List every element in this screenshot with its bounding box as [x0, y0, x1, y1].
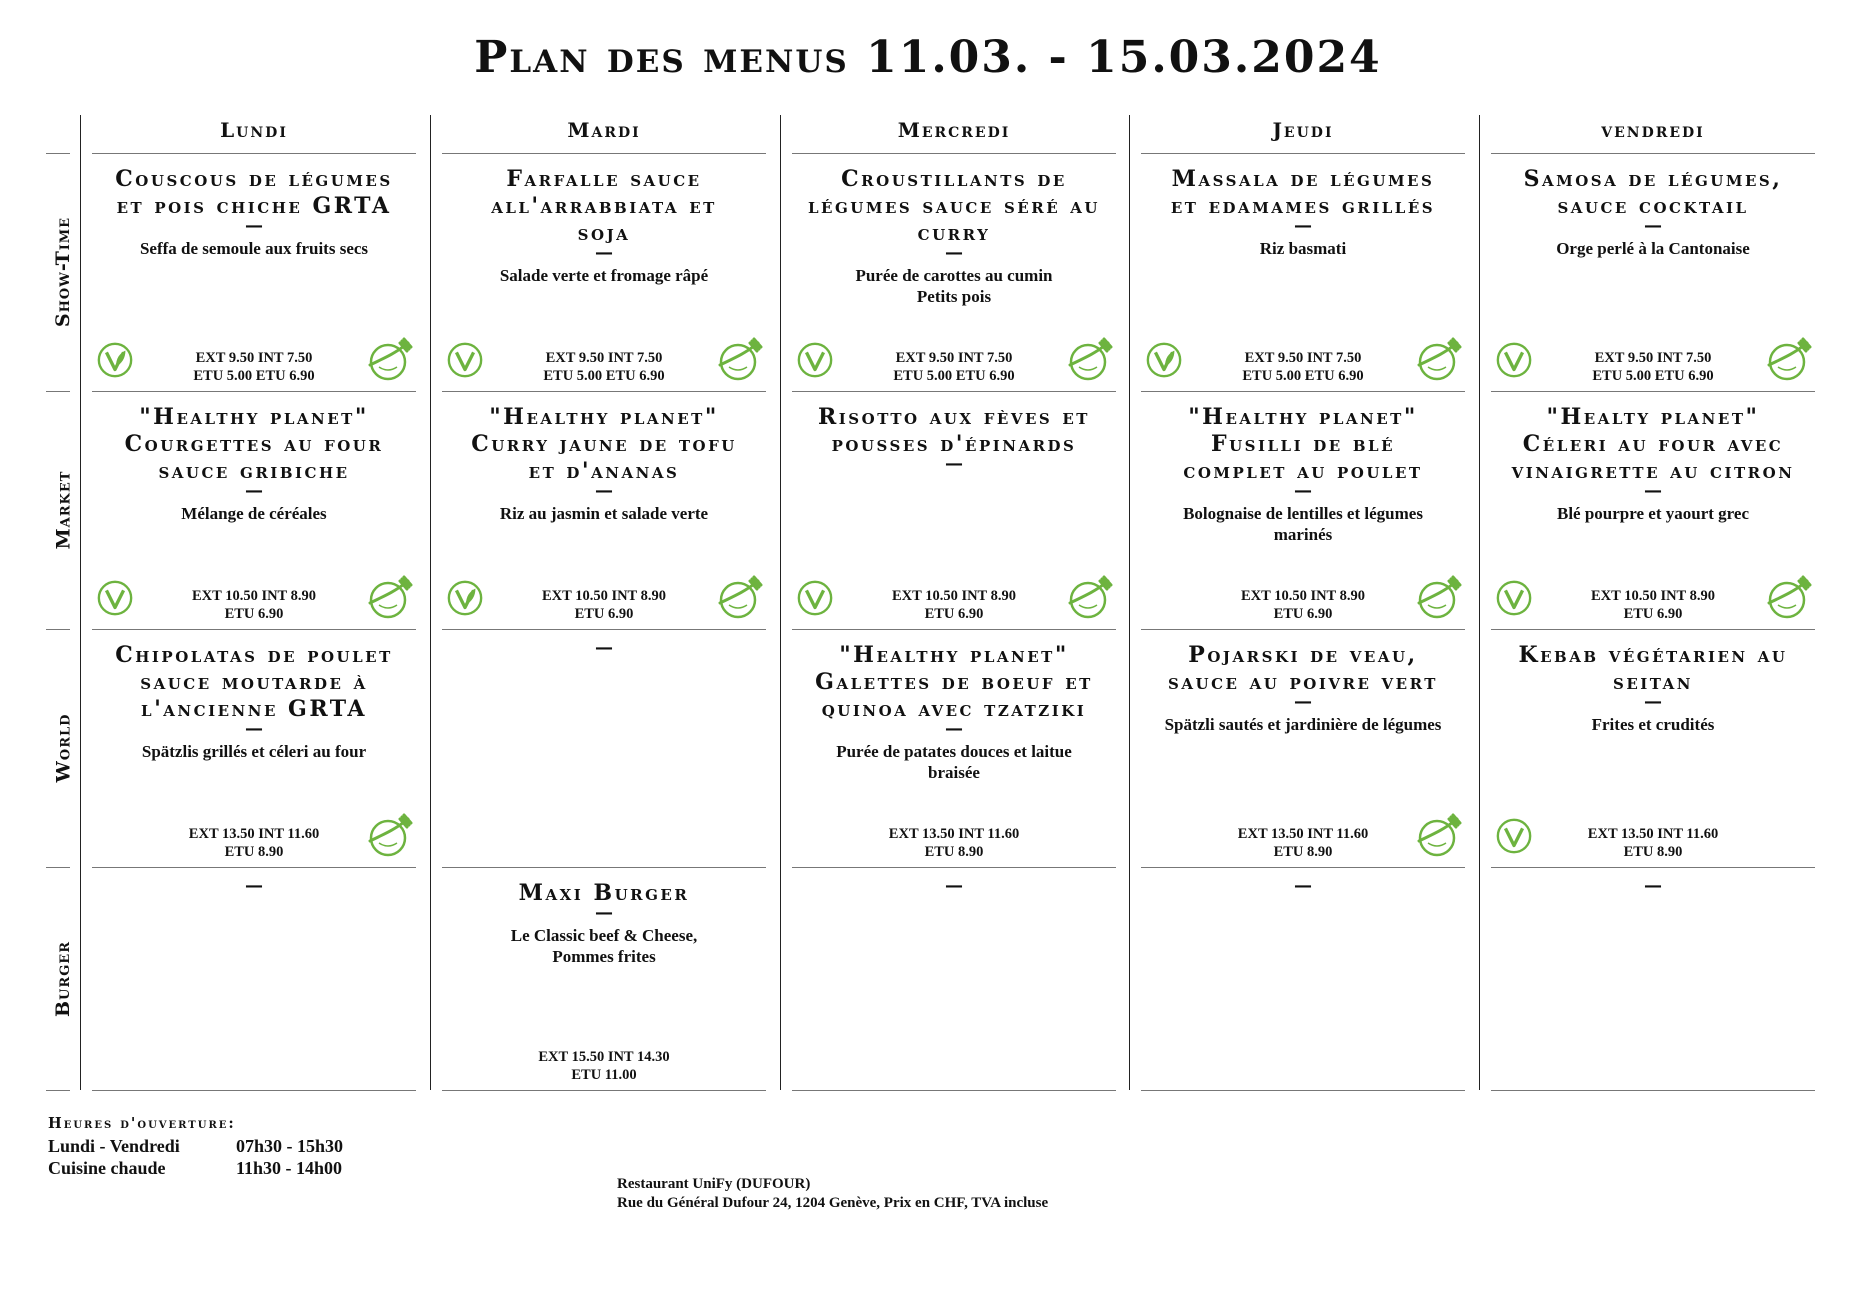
price-line: ETU 5.00 ETU 6.90: [193, 368, 315, 384]
dish-name: [1491, 154, 1815, 220]
menu-cell: [92, 392, 416, 630]
fourchette-verte-icon: [714, 337, 764, 383]
side-dish: [442, 265, 766, 286]
vegetarian-v-icon: [446, 341, 484, 379]
dash-separator: —: [595, 902, 613, 923]
side-line: Salade verte et fromage râpé: [499, 266, 709, 285]
dish-name: [1491, 392, 1815, 485]
menu-cell: [92, 630, 416, 868]
menu-cell: [792, 154, 1116, 392]
menu-cell: [1141, 392, 1465, 630]
dish-line: quinoa avec tzatziki: [821, 696, 1087, 722]
dish-line: "Healthy planet": [839, 642, 1069, 668]
hours-title: Heures d'ouverture:: [48, 1115, 236, 1132]
price-line: EXT 13.50 INT 11.60: [888, 826, 1020, 842]
vegetarian-v-icon: [1495, 579, 1533, 617]
day-header: Mercredi: [792, 115, 1116, 154]
dish-line: sauce cocktail: [1557, 193, 1749, 219]
dash-separator: —: [945, 242, 963, 263]
row-label-text: Market: [52, 470, 74, 550]
dish-line: Chipolatas de poulet: [115, 642, 393, 668]
side-line: Riz au jasmin et salade verte: [499, 504, 709, 523]
price-block: [1491, 825, 1815, 861]
dash-separator: —: [245, 718, 263, 739]
menu-cell: [1141, 868, 1465, 1091]
side-line: Frites et crudités: [1591, 715, 1715, 734]
dish-line: seitan: [1613, 669, 1693, 695]
menu-grid: [46, 115, 1820, 1090]
row-label: [46, 391, 80, 629]
dash-separator: —: [945, 453, 963, 474]
dish-line: vinaigrette au citron: [1511, 458, 1795, 484]
dash-separator: —: [1644, 215, 1662, 236]
menu-cell: [442, 630, 766, 868]
menu-cell: [792, 392, 1116, 630]
fourchette-verte-icon: [1413, 813, 1463, 859]
dish-line: sauce moutarde à: [140, 669, 368, 695]
dish-line: soja: [577, 220, 631, 246]
side-dish: [1491, 714, 1815, 735]
dash-separator: —: [1644, 875, 1662, 896]
dash-separator: —: [245, 875, 263, 896]
dish-line: et edamames grillés: [1170, 193, 1436, 219]
side-dish: [1141, 503, 1465, 545]
dish-line: et d'ananas: [528, 458, 680, 484]
dish-line: Risotto aux fèves et: [818, 404, 1090, 430]
price-line: ETU 6.90: [1273, 606, 1333, 622]
dish-line: Croustillants de: [841, 166, 1067, 192]
dish-name: [442, 154, 766, 247]
side-line: Spätzlis grillés et céleri au four: [141, 742, 367, 761]
price-line: ETU 8.90: [924, 844, 984, 860]
menu-cell: [1491, 154, 1815, 392]
column-divider: [1129, 115, 1130, 1090]
side-line: Bolognaise de lentilles et légumes: [1183, 504, 1423, 523]
dish-name: [792, 630, 1116, 723]
side-dish: [442, 503, 766, 524]
dish-line: all'arrabbiata et: [491, 193, 717, 219]
menu-cell: [792, 630, 1116, 868]
side-line: Le Classic beef & Cheese,: [510, 926, 698, 945]
hours-value: 11h30 - 14h00: [236, 1158, 343, 1178]
hours-value: 07h30 - 15h30: [236, 1136, 344, 1156]
price-line: EXT 10.50 INT 8.90: [1591, 588, 1715, 604]
side-line: Blé pourpre et yaourt grec: [1557, 504, 1749, 523]
dish-line: légumes sauce séré au: [807, 193, 1101, 219]
side-line: braisée: [928, 763, 980, 782]
menu-cell: [1491, 868, 1815, 1091]
column-divider: [1479, 115, 1480, 1090]
dash-separator: —: [595, 242, 613, 263]
side-dish: [1141, 238, 1465, 259]
dish-line: curry: [917, 220, 991, 246]
day-column: [442, 115, 766, 1091]
dish-line: Farfalle sauce: [506, 166, 702, 192]
vegan-leaf-icon: [96, 341, 134, 379]
column-divider: [780, 115, 781, 1090]
dish-line: Curry jaune de tofu: [471, 431, 737, 457]
fourchette-verte-icon: [1763, 337, 1813, 383]
price-line: ETU 6.90: [1623, 606, 1683, 622]
dish-line: "Healthy planet": [489, 404, 719, 430]
price-line: EXT 15.50 INT 14.30: [538, 1049, 670, 1065]
price-line: EXT 9.50 INT 7.50: [545, 350, 663, 366]
dish-line: Galettes de boeuf et: [815, 669, 1093, 695]
dish-line: "Healthy planet": [139, 404, 369, 430]
dish-line: l'ancienne GRTA: [141, 696, 367, 722]
day-header: Mardi: [442, 115, 766, 154]
side-dish: [792, 741, 1116, 783]
side-line: Spätzli sautés et jardinière de légumes: [1164, 715, 1442, 734]
dish-line: "Healthy planet": [1188, 404, 1418, 430]
menu-cell: [792, 868, 1116, 1091]
column-divider: [430, 115, 431, 1090]
price-block: [792, 825, 1116, 861]
side-line: Seffa de semoule aux fruits secs: [139, 239, 369, 258]
menu-cell: [1491, 392, 1815, 630]
dish-name: [1491, 630, 1815, 696]
dash-separator: —: [1644, 480, 1662, 501]
fourchette-verte-icon: [1763, 575, 1813, 621]
row-label-separator: [46, 1090, 70, 1091]
dish-line: sauce au poivre vert: [1168, 669, 1438, 695]
fourchette-verte-icon: [1413, 575, 1463, 621]
price-line: EXT 9.50 INT 7.50: [1244, 350, 1362, 366]
dish-line: Samosa de légumes,: [1523, 166, 1783, 192]
vegetarian-v-icon: [1495, 341, 1533, 379]
page-title: Plan des menus 11.03. - 15.03.2024: [474, 32, 1382, 83]
vegan-leaf-icon: [1145, 341, 1183, 379]
price-line: EXT 13.50 INT 11.60: [188, 826, 320, 842]
price-line: EXT 9.50 INT 7.50: [195, 350, 313, 366]
fourchette-verte-icon: [364, 337, 414, 383]
fourchette-verte-icon: [1064, 575, 1114, 621]
menu-cell: [442, 154, 766, 392]
side-line: Pommes frites: [552, 947, 656, 966]
vegetarian-v-icon: [796, 341, 834, 379]
menu-cell: [92, 868, 416, 1091]
dash-separator: —: [245, 215, 263, 236]
price-line: ETU 5.00 ETU 6.90: [893, 368, 1015, 384]
side-dish: [92, 238, 416, 259]
side-dish: [92, 741, 416, 762]
dash-separator: —: [245, 480, 263, 501]
row-label: [46, 629, 80, 867]
vegan-leaf-icon: [446, 579, 484, 617]
price-line: ETU 6.90: [574, 606, 634, 622]
row-label-text: Show-Time: [52, 216, 74, 328]
price-line: ETU 8.90: [1273, 844, 1333, 860]
dash-separator: —: [945, 718, 963, 739]
dash-separator: —: [1294, 480, 1312, 501]
dish-line: Fusilli de blé: [1210, 431, 1396, 457]
menu-cell: [1141, 154, 1465, 392]
side-line: Orge perlé à la Cantonaise: [1556, 239, 1750, 258]
dish-line: Maxi Burger: [518, 880, 690, 906]
dash-separator: —: [595, 480, 613, 501]
price-line: EXT 9.50 INT 7.50: [895, 350, 1013, 366]
day-column: [792, 115, 1116, 1091]
hours-row-kitchen: [48, 1158, 342, 1179]
vegetarian-v-icon: [1495, 817, 1533, 855]
dish-name: [92, 392, 416, 485]
price-line: ETU 6.90: [924, 606, 984, 622]
price-line: EXT 13.50 INT 11.60: [1587, 826, 1719, 842]
price-line: EXT 10.50 INT 8.90: [892, 588, 1016, 604]
fourchette-verte-icon: [1413, 337, 1463, 383]
price-line: ETU 5.00 ETU 6.90: [1592, 368, 1714, 384]
day-header: vendredi: [1491, 115, 1815, 154]
fourchette-verte-icon: [1064, 337, 1114, 383]
side-line: Mélange de céréales: [181, 504, 327, 523]
dish-name: [442, 392, 766, 485]
dash-separator: —: [1294, 215, 1312, 236]
price-line: ETU 8.90: [224, 844, 284, 860]
side-dish: [442, 925, 766, 967]
restaurant-footer: [617, 1175, 1048, 1213]
price-line: ETU 11.00: [571, 1067, 637, 1083]
dish-name: [92, 630, 416, 723]
dash-separator: —: [1294, 875, 1312, 896]
day-header: Jeudi: [1141, 115, 1465, 154]
side-line: marinés: [1273, 525, 1333, 544]
restaurant-address: Rue du Général Dufour 24, 1204 Genève, Prix en CHF, TVA incluse: [617, 1195, 1049, 1211]
day-column: [1491, 115, 1815, 1091]
dash-separator: —: [595, 637, 613, 658]
dish-line: sauce gribiche: [158, 458, 350, 484]
price-line: EXT 9.50 INT 7.50: [1594, 350, 1712, 366]
dish-name: [92, 154, 416, 220]
price-line: ETU 6.90: [224, 606, 284, 622]
row-label-text: World: [52, 713, 75, 783]
dash-separator: —: [945, 875, 963, 896]
menu-cell: [442, 392, 766, 630]
price-block: [442, 1048, 766, 1084]
dish-name: [1141, 630, 1465, 696]
price-line: ETU 5.00 ETU 6.90: [1242, 368, 1364, 384]
day-header: Lundi: [92, 115, 416, 154]
row-label: [46, 867, 80, 1090]
row-label: [46, 153, 80, 391]
side-dish: [1491, 238, 1815, 259]
fourchette-verte-icon: [364, 813, 414, 859]
price-line: ETU 8.90: [1623, 844, 1683, 860]
hours-label: Lundi - Vendredi: [48, 1136, 180, 1156]
row-label-text: Burger: [52, 940, 75, 1017]
side-line: Purée de patates douces et laitue: [836, 742, 1072, 761]
vegetarian-v-icon: [96, 579, 134, 617]
dish-line: Pojarski de veau,: [1188, 642, 1418, 668]
side-dish: [1141, 714, 1465, 735]
side-line: Petits pois: [916, 287, 992, 306]
restaurant-name: Restaurant UniFy (DUFOUR): [617, 1176, 811, 1192]
price-line: EXT 10.50 INT 8.90: [542, 588, 666, 604]
dish-name: [1141, 154, 1465, 220]
day-column: [92, 115, 416, 1091]
price-line: EXT 10.50 INT 8.90: [1241, 588, 1365, 604]
dish-line: Courgettes au four: [124, 431, 384, 457]
column-divider: [80, 115, 81, 1090]
vegetarian-v-icon: [796, 579, 834, 617]
hours-row-weekdays: [48, 1136, 343, 1157]
dish-name: [792, 392, 1116, 458]
day-column: [1141, 115, 1465, 1091]
dash-separator: —: [1644, 691, 1662, 712]
dish-line: et pois chiche GRTA: [116, 193, 392, 219]
price-line: ETU 5.00 ETU 6.90: [543, 368, 665, 384]
price-line: EXT 10.50 INT 8.90: [192, 588, 316, 604]
side-dish: [792, 265, 1116, 307]
dish-line: Couscous de légumes: [115, 166, 393, 192]
dish-line: Céleri au four avec: [1522, 431, 1784, 457]
dish-line: pousses d'épinards: [831, 431, 1077, 457]
fourchette-verte-icon: [714, 575, 764, 621]
side-line: Purée de carottes au cumin: [855, 266, 1053, 285]
dish-name: [1141, 392, 1465, 485]
dish-line: Kebab végétarien au: [1518, 642, 1788, 668]
side-dish: [92, 503, 416, 524]
side-dish: [1491, 503, 1815, 524]
menu-cell: [442, 868, 766, 1091]
dish-line: "Healty planet": [1546, 404, 1760, 430]
side-line: Riz basmati: [1259, 239, 1347, 258]
menu-cell: [1141, 630, 1465, 868]
dish-line: complet au poulet: [1183, 458, 1423, 484]
dash-separator: —: [1294, 691, 1312, 712]
price-line: EXT 13.50 INT 11.60: [1237, 826, 1369, 842]
fourchette-verte-icon: [364, 575, 414, 621]
hours-label: Cuisine chaude: [48, 1158, 166, 1178]
menu-cell: [1491, 630, 1815, 868]
menu-cell: [92, 154, 416, 392]
dish-name: [792, 154, 1116, 247]
dish-line: Massala de légumes: [1171, 166, 1435, 192]
